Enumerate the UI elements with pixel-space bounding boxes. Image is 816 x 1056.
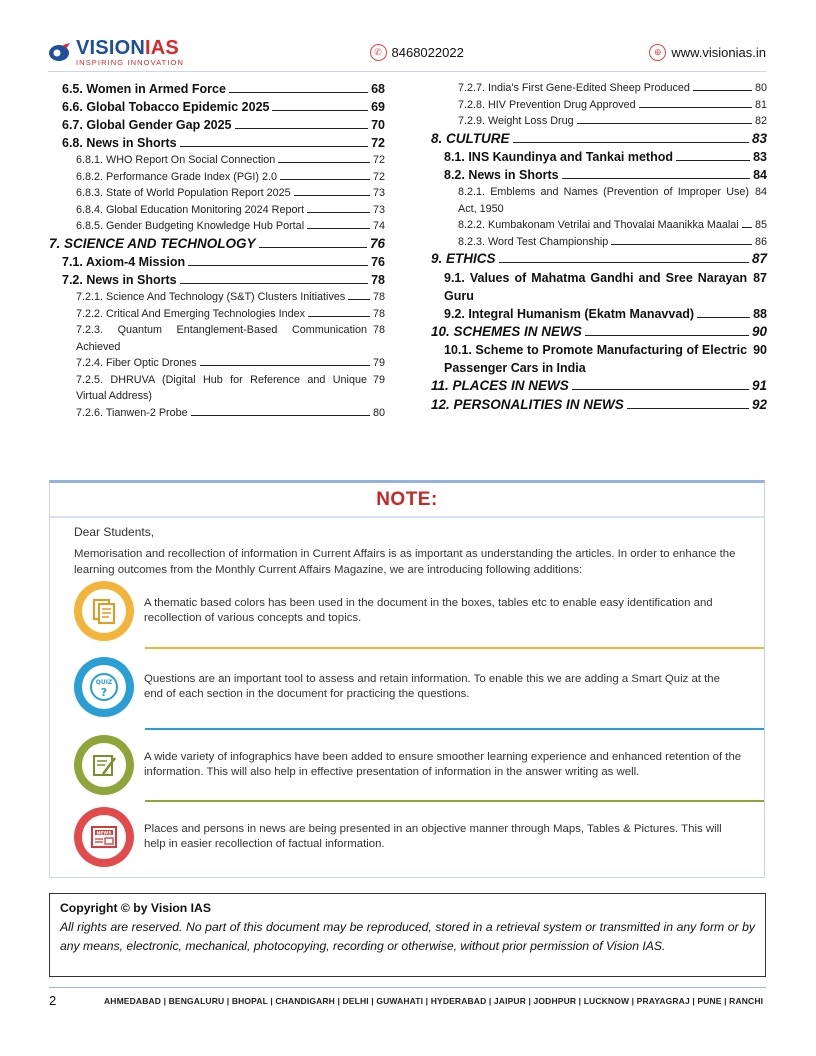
toc-leader <box>676 150 750 161</box>
toc-leader <box>742 217 752 228</box>
toc-entry[interactable] <box>49 405 385 422</box>
toc-entry[interactable] <box>431 80 767 97</box>
toc-entry[interactable] <box>49 152 385 169</box>
toc-leader <box>697 307 750 318</box>
toc-leader <box>348 289 370 300</box>
phone-contact[interactable] <box>370 44 464 61</box>
toc-entry[interactable] <box>431 184 767 217</box>
note-item-text: A thematic based colors has been used in the document in the boxes, tables etc to enable easy identification and recollection of various concepts and topics. <box>144 596 713 624</box>
note-item-news <box>74 807 764 867</box>
website-link[interactable] <box>649 44 766 61</box>
toc-entry-title: 10.1. Scheme to Promote Manufacturing of Electric Passenger Cars in India <box>444 343 748 375</box>
toc-leader <box>572 379 749 390</box>
note-item-divider <box>145 728 764 730</box>
toc-left-column <box>49 80 385 421</box>
toc-page-number: 79 <box>372 357 385 369</box>
toc-entry-title: 6.6. Global Tobacco Epidemic 2025 <box>62 100 270 114</box>
toc-page-number: 84 <box>753 168 767 182</box>
logo-eye-icon <box>48 41 72 63</box>
note-item-text: A wide variety of infographics have been added to ensure smoother learning experience and enhanced retention of the information. This will also help in effective presentation of information in the answer writing as well. <box>144 750 742 778</box>
page-header <box>48 36 766 68</box>
toc-page-number: 83 <box>753 150 767 164</box>
note-item-text: Places and persons in news are being presented in an objective manner through Maps, Tables & Pictures. This will help in easier recollection of factual information. <box>144 822 722 850</box>
logo-tagline: INSPIRING INNOVATION <box>76 57 184 67</box>
toc-page-number: 78 <box>372 324 385 336</box>
toc-entry[interactable] <box>49 253 385 271</box>
toc-entry-title: 6.7. Global Gender Gap 2025 <box>62 118 232 132</box>
toc-entry[interactable] <box>431 234 767 251</box>
quiz-icon-label: QUIZ <box>95 679 113 686</box>
toc-page-number: 90 <box>753 343 767 357</box>
toc-entry-title: 6.8.3. State of World Population Report 2025 <box>76 187 291 199</box>
toc-entry-title: 7.1. Axiom-4 Mission <box>62 255 186 269</box>
toc-entry[interactable] <box>431 341 767 377</box>
footer-divider <box>49 987 766 988</box>
toc-page-number: 84 <box>754 186 767 198</box>
toc-leader <box>294 185 370 196</box>
toc-entry-title: 8.2.2. Kumbakonam Vetrilai and Thovalai Maanikka Maalai <box>458 219 739 231</box>
note-item-infographics <box>74 735 764 795</box>
toc-page-number: 80 <box>754 82 767 94</box>
toc-entry-title: 7. SCIENCE AND TECHNOLOGY <box>49 235 256 251</box>
infographic-icon <box>74 735 134 795</box>
toc-page-number: 83 <box>751 130 767 146</box>
copyright-box <box>49 893 766 977</box>
toc-page-number: 73 <box>372 187 385 199</box>
toc-leader <box>307 218 370 229</box>
note-title-divider <box>50 516 764 518</box>
toc-entry[interactable] <box>431 323 767 342</box>
toc-entry-title: 7.2.1. Science And Technology (S&T) Clusters Initiatives <box>76 291 346 303</box>
toc-entry-title: 7.2.8. HIV Prevention Drug Approved <box>458 98 636 111</box>
toc-entry-title: 8.2.3. Word Test Championship <box>458 235 609 248</box>
note-item-quiz <box>74 657 764 717</box>
toc-entry[interactable] <box>431 148 767 166</box>
toc-leader <box>611 234 752 245</box>
toc-entry-title: 8.2. News in Shorts <box>444 168 559 182</box>
toc-entry-title: 9.1. Values of Mahatma Gandhi and Sree Narayan Guru <box>444 270 748 303</box>
toc-leader <box>235 118 369 129</box>
toc-leader <box>200 355 370 366</box>
toc-entry[interactable] <box>49 372 385 405</box>
toc-page-number: 76 <box>369 235 385 251</box>
toc-entry-title: 6.8.1. WHO Report On Social Connection <box>76 154 276 166</box>
toc-entry[interactable] <box>431 250 767 269</box>
toc-page-number: 68 <box>371 82 385 96</box>
toc-entry-title: 6.5. Women in Armed Force <box>62 82 226 96</box>
toc-page-number: 70 <box>371 118 385 132</box>
toc-entry[interactable] <box>431 130 767 149</box>
toc-page-number: 82 <box>754 115 767 127</box>
toc-page-number: 76 <box>371 255 385 269</box>
toc-entry-title: 10. SCHEMES IN NEWS <box>431 323 582 339</box>
toc-entry[interactable] <box>431 166 767 184</box>
toc-leader <box>585 325 749 336</box>
toc-entry[interactable] <box>49 322 385 355</box>
toc-page-number: 72 <box>372 154 385 166</box>
toc-entry-title: 7.2.3. Quantum Entanglement-Based Communication Achieved <box>76 324 367 353</box>
note-box <box>49 480 765 878</box>
phone-icon: ✆ <box>370 44 387 61</box>
toc-entry[interactable] <box>431 97 767 114</box>
note-intro: Memorisation and recollection of information in Current Affairs is as important as understanding the articles. In order to enhance the learning outcomes from the Monthly Current Affairs Magazine, we are introducing following additions: <box>74 548 736 576</box>
toc-page-number: 69 <box>371 100 385 114</box>
newspaper-icon <box>74 807 134 867</box>
toc-leader <box>188 255 368 266</box>
toc-page-number: 73 <box>372 203 385 216</box>
quiz-icon <box>74 657 134 717</box>
toc-page-number: 86 <box>754 235 767 248</box>
toc-page-number: 90 <box>751 323 767 339</box>
website-url: www.visionias.in <box>671 44 766 60</box>
toc-entry[interactable] <box>431 377 767 396</box>
toc-leader <box>180 136 368 147</box>
toc-page-number: 78 <box>372 307 385 320</box>
toc-entry-title: 6.8.5. Gender Budgeting Knowledge Hub Portal <box>76 220 305 232</box>
toc-leader <box>229 82 368 93</box>
toc-leader <box>180 273 368 284</box>
toc-entry-title: 8.1. INS Kaundinya and Tankai method <box>444 150 673 164</box>
toc-leader <box>278 152 370 163</box>
toc-leader <box>308 306 370 317</box>
toc-entry[interactable] <box>49 306 385 323</box>
toc-entry-title: 7.2.9. Weight Loss Drug <box>458 115 574 127</box>
toc-page-number: 74 <box>372 220 385 232</box>
toc-entry-title: 8.2.1. Emblems and Names (Prevention of Improper Use) Act, 1950 <box>458 186 749 215</box>
toc-entry[interactable] <box>49 98 385 116</box>
header-divider <box>48 71 766 72</box>
toc-leader <box>191 405 370 416</box>
toc-entry-title: 7.2. News in Shorts <box>62 273 177 287</box>
note-greeting: Dear Students, <box>74 525 155 539</box>
toc-entry[interactable] <box>49 169 385 186</box>
toc-entry-title: 9. ETHICS <box>431 251 496 266</box>
toc-entry[interactable] <box>49 202 385 219</box>
toc-entry-title: 11. PLACES IN NEWS <box>431 378 569 393</box>
toc-entry[interactable] <box>49 116 385 134</box>
toc-entry-title: 8. CULTURE <box>431 130 510 146</box>
toc-entry-title: 6.8.4. Global Education Monitoring 2024 Report <box>76 203 305 216</box>
toc-entry[interactable] <box>49 185 385 202</box>
toc-page-number: 87 <box>751 251 767 266</box>
page-number: 2 <box>49 993 57 1008</box>
globe-icon: ⊕ <box>649 44 666 61</box>
note-item-text: Questions are an important tool to assess and retain information. To enable this we are adding a Smart Quiz at the end of each section in the document for practicing the questions. <box>144 672 720 700</box>
toc-leader <box>562 168 750 179</box>
toc-page-number: 78 <box>372 291 385 303</box>
toc-page-number: 88 <box>753 306 767 321</box>
toc-page-number: 72 <box>372 170 385 183</box>
toc-entry-title: 6.8.2. Performance Grade Index (PGI) 2.0 <box>76 170 278 183</box>
phone-number: 8468022022 <box>391 44 464 60</box>
toc-page-number: 79 <box>372 373 385 386</box>
toc-leader <box>513 132 749 143</box>
note-item-divider <box>145 800 764 802</box>
toc-page-number: 78 <box>371 273 385 287</box>
toc-entry-title: 7.2.4. Fiber Optic Drones <box>76 357 197 369</box>
toc-entry-title: 12. PERSONALITIES IN NEWS <box>431 396 624 412</box>
toc-page-number: 80 <box>372 406 385 419</box>
toc-page-number: 87 <box>753 270 767 285</box>
toc-leader <box>627 398 749 409</box>
toc-entry[interactable] <box>431 217 767 234</box>
toc-entry[interactable] <box>431 269 767 305</box>
note-item-divider <box>145 647 764 649</box>
logo-name-vision: VISION <box>76 36 145 59</box>
toc-entry[interactable] <box>431 305 767 323</box>
toc-leader <box>693 80 752 91</box>
note-item-colors <box>74 581 764 641</box>
copyright-title: Copyright © by Vision IAS <box>60 901 211 915</box>
toc-entry[interactable] <box>49 355 385 372</box>
toc-page-number: 81 <box>754 98 767 111</box>
toc-entry[interactable] <box>49 218 385 235</box>
toc-entry-title: 6.8. News in Shorts <box>62 136 177 150</box>
svg-text:?: ? <box>100 686 108 699</box>
toc-entry[interactable] <box>49 289 385 306</box>
vision-ias-logo[interactable] <box>48 38 184 67</box>
toc-entry[interactable] <box>49 80 385 98</box>
toc-right-column <box>431 80 767 414</box>
toc-entry-title: 7.2.5. DHRUVA (Digital Hub for Reference and Unique Virtual Address) <box>76 373 367 402</box>
copyright-body: All rights are reserved. No part of this document may be reproduced, stored in a retrieval system or transmitted in any form or by any means, electronic, mechanical, photocopying, recording or otherwise, without prior permission of Vision IAS. <box>60 920 755 953</box>
toc-leader <box>499 252 749 263</box>
toc-leader <box>280 169 370 180</box>
toc-entry-title: 9.2. Integral Humanism (Ekatm Manavvad) <box>444 306 695 321</box>
toc-leader <box>272 100 368 111</box>
toc-leader <box>307 202 370 213</box>
toc-entry[interactable] <box>49 134 385 152</box>
toc-entry[interactable] <box>49 271 385 289</box>
toc-entry[interactable] <box>431 396 767 415</box>
toc-page-number: 92 <box>751 396 767 412</box>
documents-icon <box>74 581 134 641</box>
toc-page-number: 91 <box>751 378 767 393</box>
newspaper-icon-label: NEWS <box>96 831 112 837</box>
toc-leader <box>577 113 752 124</box>
toc-entry-title: 7.2.6. Tianwen-2 Probe <box>76 406 188 419</box>
toc-leader <box>639 97 752 108</box>
toc-page-number: 85 <box>754 219 767 231</box>
toc-entry-title: 7.2.7. India's First Gene-Edited Sheep Produced <box>458 82 690 94</box>
toc-entry-title: 7.2.2. Critical And Emerging Technologies Index <box>76 307 306 320</box>
toc-entry[interactable] <box>49 235 385 254</box>
footer-cities: AHMEDABAD | BENGALURU | BHOPAL | CHANDIGARH | DELHI | GUWAHATI | HYDERABAD | JAIPUR | JODHPUR | LUCKNOW | PRAYAGRAJ | PUNE | RANCHI <box>104 996 764 1006</box>
toc-leader <box>259 237 367 248</box>
logo-name-ias: IAS <box>145 36 179 59</box>
note-title: NOTE: <box>376 489 438 510</box>
toc-page-number: 72 <box>371 136 385 150</box>
toc-entry[interactable] <box>431 113 767 130</box>
